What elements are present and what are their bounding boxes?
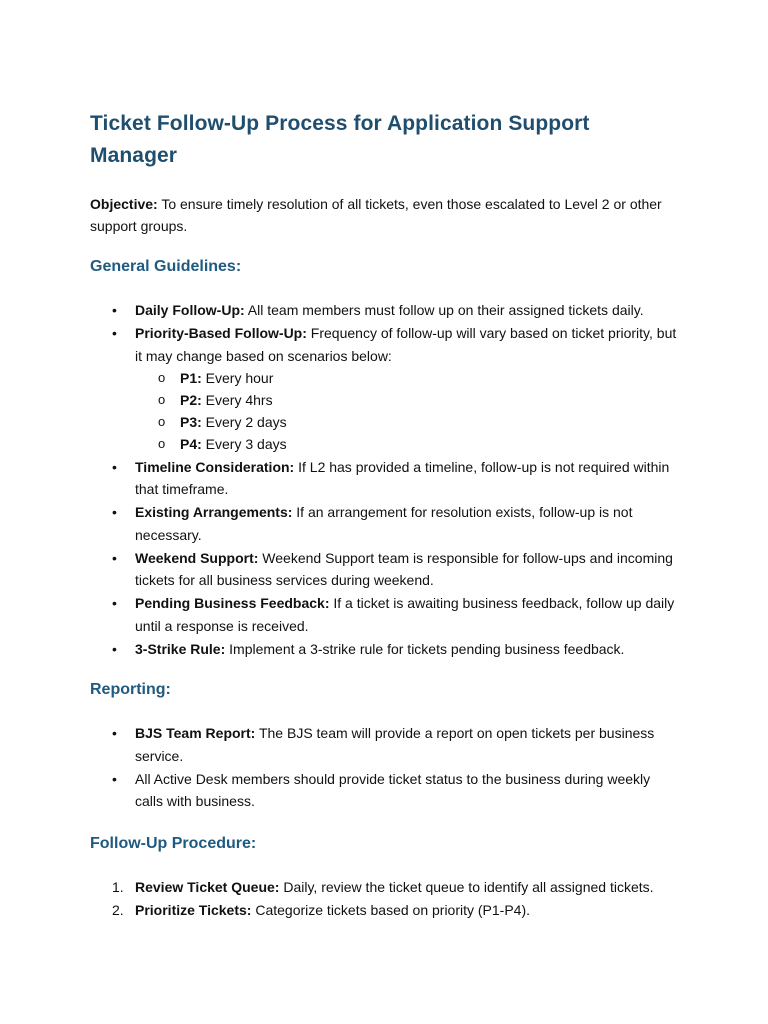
procedure-list <box>90 876 680 922</box>
bullet-icon: • <box>112 770 117 787</box>
item-text: Frequency of follow-up will vary based on ticket priority, but it may change based on scenarios below: <box>135 325 677 364</box>
list-item <box>90 322 680 455</box>
item-text: All Active Desk members should provide ticket status to the business during weekly calls with business. <box>135 770 651 809</box>
item-number: 1. <box>112 878 124 895</box>
item-text: If L2 has provided a timeline, follow-up is not required within that timeframe. <box>135 458 670 497</box>
circle-bullet-icon: o <box>158 392 166 407</box>
general-guidelines-heading: General Guidelines: <box>90 258 242 275</box>
document-page <box>90 108 680 922</box>
list-item <box>90 638 680 661</box>
reporting-list <box>90 722 680 813</box>
item-label: Prioritize Tickets: <box>135 901 252 918</box>
objective-text: To ensure timely resolution of all tickets, even those escalated to Level 2 or other support groups. <box>90 196 662 234</box>
item-label: Daily Follow-Up: <box>135 302 245 318</box>
item-text: Daily, review the ticket queue to identify all assigned tickets. <box>279 878 654 895</box>
item-label: Review Ticket Queue: <box>135 878 280 895</box>
item-number: 2. <box>112 901 124 918</box>
bullet-icon: • <box>112 325 117 341</box>
item-text: If a ticket is awaiting business feedback, follow up daily until a response is received. <box>135 595 675 634</box>
item-label: Pending Business Feedback: <box>135 595 330 611</box>
item-text: If an arrangement for resolution exists, follow-up is not necessary. <box>135 504 633 543</box>
bullet-icon: • <box>112 549 117 566</box>
item-text: The BJS team will provide a report on open tickets per business service. <box>135 725 655 764</box>
priority-text: Every hour <box>201 370 274 386</box>
list-item <box>90 768 680 813</box>
list-item <box>90 592 680 637</box>
numbered-item <box>90 899 680 922</box>
general-guidelines-list <box>90 299 680 660</box>
bullet-icon: • <box>112 640 117 657</box>
circle-bullet-icon: o <box>158 370 166 385</box>
list-item <box>90 547 680 592</box>
item-label: Priority-Based Follow-Up: <box>135 325 307 341</box>
objective-paragraph <box>90 193 680 237</box>
priority-item <box>90 433 680 455</box>
circle-bullet-icon: o <box>158 414 166 429</box>
bullet-icon: • <box>112 504 117 520</box>
bullet-icon: • <box>112 458 117 475</box>
item-label: BJS Team Report: <box>135 725 256 741</box>
list-item <box>90 722 680 767</box>
priority-label: P2: <box>180 392 202 408</box>
bullet-icon: • <box>112 302 117 318</box>
circle-bullet-icon: o <box>158 436 166 451</box>
item-label: 3-Strike Rule: <box>135 640 226 657</box>
item-text: All team members must follow up on their assigned tickets daily. <box>244 302 644 318</box>
document-title: Ticket Follow-Up Process for Application Support Manager <box>90 112 590 167</box>
bullet-icon: • <box>112 725 117 741</box>
item-label: Weekend Support: <box>135 549 259 566</box>
priority-text: Every 4hrs <box>201 392 273 408</box>
priority-label: P3: <box>180 414 202 430</box>
item-label: Timeline Consideration: <box>135 458 295 475</box>
item-text: Weekend Support team is responsible for follow-ups and incoming tickets for all business services during weekend. <box>135 549 673 588</box>
priority-item <box>90 367 680 389</box>
priority-item <box>90 411 680 433</box>
item-label: Existing Arrangements: <box>135 504 293 520</box>
item-text: Categorize tickets based on priority (P1-P4). <box>251 901 531 918</box>
list-item <box>90 456 680 501</box>
numbered-item <box>90 876 680 899</box>
reporting-heading: Reporting: <box>90 681 171 698</box>
priority-item <box>90 389 680 411</box>
priority-sublist <box>135 367 680 455</box>
priority-label: P1: <box>180 370 202 386</box>
priority-text: Every 3 days <box>201 436 287 452</box>
priority-label: P4: <box>180 436 202 452</box>
item-text: Implement a 3-strike rule for tickets pending business feedback. <box>225 640 625 657</box>
follow-up-procedure-heading: Follow-Up Procedure: <box>90 834 257 852</box>
list-item <box>90 299 680 322</box>
priority-text: Every 2 days <box>201 414 287 430</box>
list-item <box>90 501 680 546</box>
bullet-icon: • <box>112 595 117 611</box>
objective-label: Objective: <box>90 196 158 212</box>
